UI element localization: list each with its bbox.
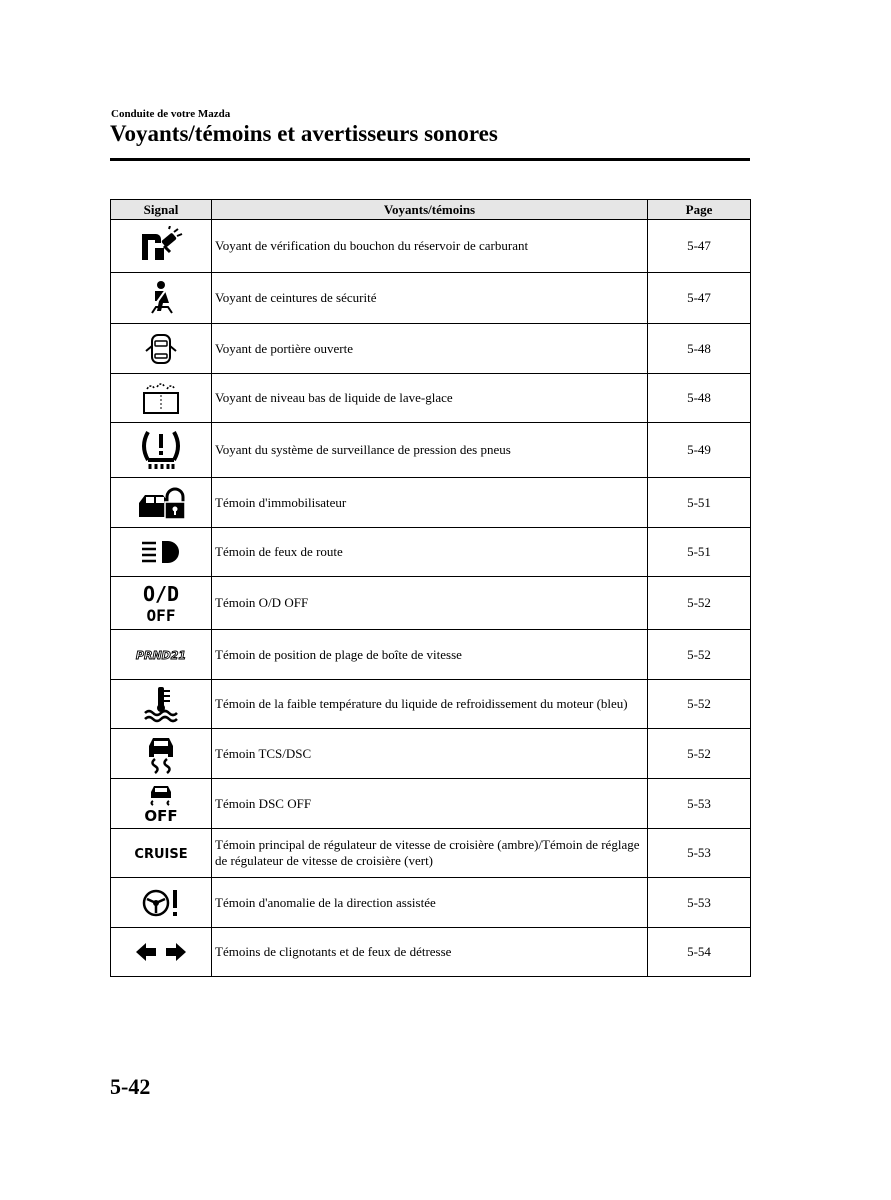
signal-description: Témoin principal de régulateur de vitesse de croisière (ambre)/Témoin de réglage de régulateur de vitesse de croisière (vert) bbox=[212, 829, 648, 878]
signal-description: Témoin TCS/DSC bbox=[212, 729, 648, 779]
table-row bbox=[111, 273, 751, 324]
signal-description: Témoin O/D OFF bbox=[212, 577, 648, 630]
page-reference: 5-48 bbox=[648, 374, 751, 423]
table-row bbox=[111, 324, 751, 374]
table-row bbox=[111, 729, 751, 779]
power-steering-icon bbox=[141, 887, 181, 919]
signal-cell bbox=[111, 273, 212, 324]
signal-description: Témoin de la faible température du liquide de refroidissement du moteur (bleu) bbox=[212, 680, 648, 729]
page-reference: 5-52 bbox=[648, 729, 751, 779]
cruise-icon-text: CRUISE bbox=[134, 847, 188, 862]
table-row bbox=[111, 220, 751, 273]
signal-description: Témoin de position de plage de boîte de vitesse bbox=[212, 630, 648, 680]
signal-description: Témoins de clignotants et de feux de détresse bbox=[212, 928, 648, 977]
seat-belt-icon bbox=[144, 280, 178, 316]
page-title: Voyants/témoins et avertisseurs sonores bbox=[110, 121, 498, 146]
table-row bbox=[111, 779, 751, 829]
table-row bbox=[111, 928, 751, 977]
column-header-page: Page bbox=[648, 200, 751, 220]
table-row bbox=[111, 878, 751, 928]
immobilizer-icon bbox=[136, 485, 186, 521]
table-row bbox=[111, 528, 751, 577]
signal-cell bbox=[111, 729, 212, 779]
signal-description: Témoin DSC OFF bbox=[212, 779, 648, 829]
signal-description: Voyant de niveau bas de liquide de lave-glace bbox=[212, 374, 648, 423]
table-row bbox=[111, 374, 751, 423]
column-header-voyants: Voyants/témoins bbox=[212, 200, 648, 220]
signal-cell bbox=[111, 374, 212, 423]
turn-signal-icon bbox=[134, 941, 188, 963]
signal-description: Témoin d'immobilisateur bbox=[212, 478, 648, 528]
signal-description: Voyant du système de surveillance de pression des pneus bbox=[212, 423, 648, 478]
signal-cell bbox=[111, 829, 212, 878]
high-beam-icon bbox=[140, 539, 182, 565]
page-reference: 5-54 bbox=[648, 928, 751, 977]
gear-position-icon bbox=[133, 645, 189, 665]
low-coolant-temp-icon bbox=[141, 685, 181, 723]
od-icon-text: O/D bbox=[142, 582, 180, 606]
page-number: 5-42 bbox=[110, 1074, 151, 1099]
table-row bbox=[111, 829, 751, 878]
dsc-off-icon-text: OFF bbox=[144, 806, 178, 824]
signal-cell bbox=[111, 928, 212, 977]
signal-description: Voyant de ceintures de sécurité bbox=[212, 273, 648, 324]
page-reference: 5-51 bbox=[648, 528, 751, 577]
signal-table bbox=[110, 199, 751, 977]
page-reference: 5-53 bbox=[648, 829, 751, 878]
signal-cell bbox=[111, 528, 212, 577]
column-header-signal: Signal bbox=[111, 200, 212, 220]
signal-cell bbox=[111, 324, 212, 374]
signal-description: Voyant de portière ouverte bbox=[212, 324, 648, 374]
signal-cell bbox=[111, 779, 212, 829]
page-reference: 5-52 bbox=[648, 577, 751, 630]
washer-fluid-icon bbox=[141, 381, 181, 415]
page-reference: 5-49 bbox=[648, 423, 751, 478]
page-reference: 5-51 bbox=[648, 478, 751, 528]
table-row bbox=[111, 680, 751, 729]
table-row bbox=[111, 630, 751, 680]
od-off-icon bbox=[141, 581, 181, 625]
cruise-icon bbox=[131, 843, 191, 863]
signal-cell bbox=[111, 577, 212, 630]
signal-cell bbox=[111, 220, 212, 273]
table-row bbox=[111, 423, 751, 478]
page-reference: 5-52 bbox=[648, 630, 751, 680]
page-reference: 5-47 bbox=[648, 220, 751, 273]
page-reference: 5-47 bbox=[648, 273, 751, 324]
page-reference: 5-53 bbox=[648, 878, 751, 928]
page-reference: 5-48 bbox=[648, 324, 751, 374]
dsc-off-icon bbox=[139, 784, 183, 824]
signal-cell bbox=[111, 878, 212, 928]
page-reference: 5-53 bbox=[648, 779, 751, 829]
section-heading: Conduite de votre Mazda bbox=[111, 108, 231, 120]
fuel-cap-check-icon bbox=[138, 226, 184, 266]
title-rule bbox=[110, 158, 750, 161]
signal-cell bbox=[111, 680, 212, 729]
signal-cell bbox=[111, 423, 212, 478]
prnd-icon-text: PRND21 bbox=[135, 648, 187, 662]
table-row bbox=[111, 478, 751, 528]
tire-pressure-icon bbox=[138, 428, 184, 472]
table-row bbox=[111, 577, 751, 630]
signal-cell bbox=[111, 478, 212, 528]
signal-cell bbox=[111, 630, 212, 680]
signal-description: Témoin de feux de route bbox=[212, 528, 648, 577]
page-reference: 5-52 bbox=[648, 680, 751, 729]
signal-description: Témoin d'anomalie de la direction assistée bbox=[212, 878, 648, 928]
signal-description: Voyant de vérification du bouchon du réservoir de carburant bbox=[212, 220, 648, 273]
off-icon-text: OFF bbox=[146, 606, 176, 625]
table-header-row bbox=[111, 200, 751, 220]
tcs-dsc-icon bbox=[144, 734, 178, 774]
door-ajar-icon bbox=[144, 332, 178, 366]
